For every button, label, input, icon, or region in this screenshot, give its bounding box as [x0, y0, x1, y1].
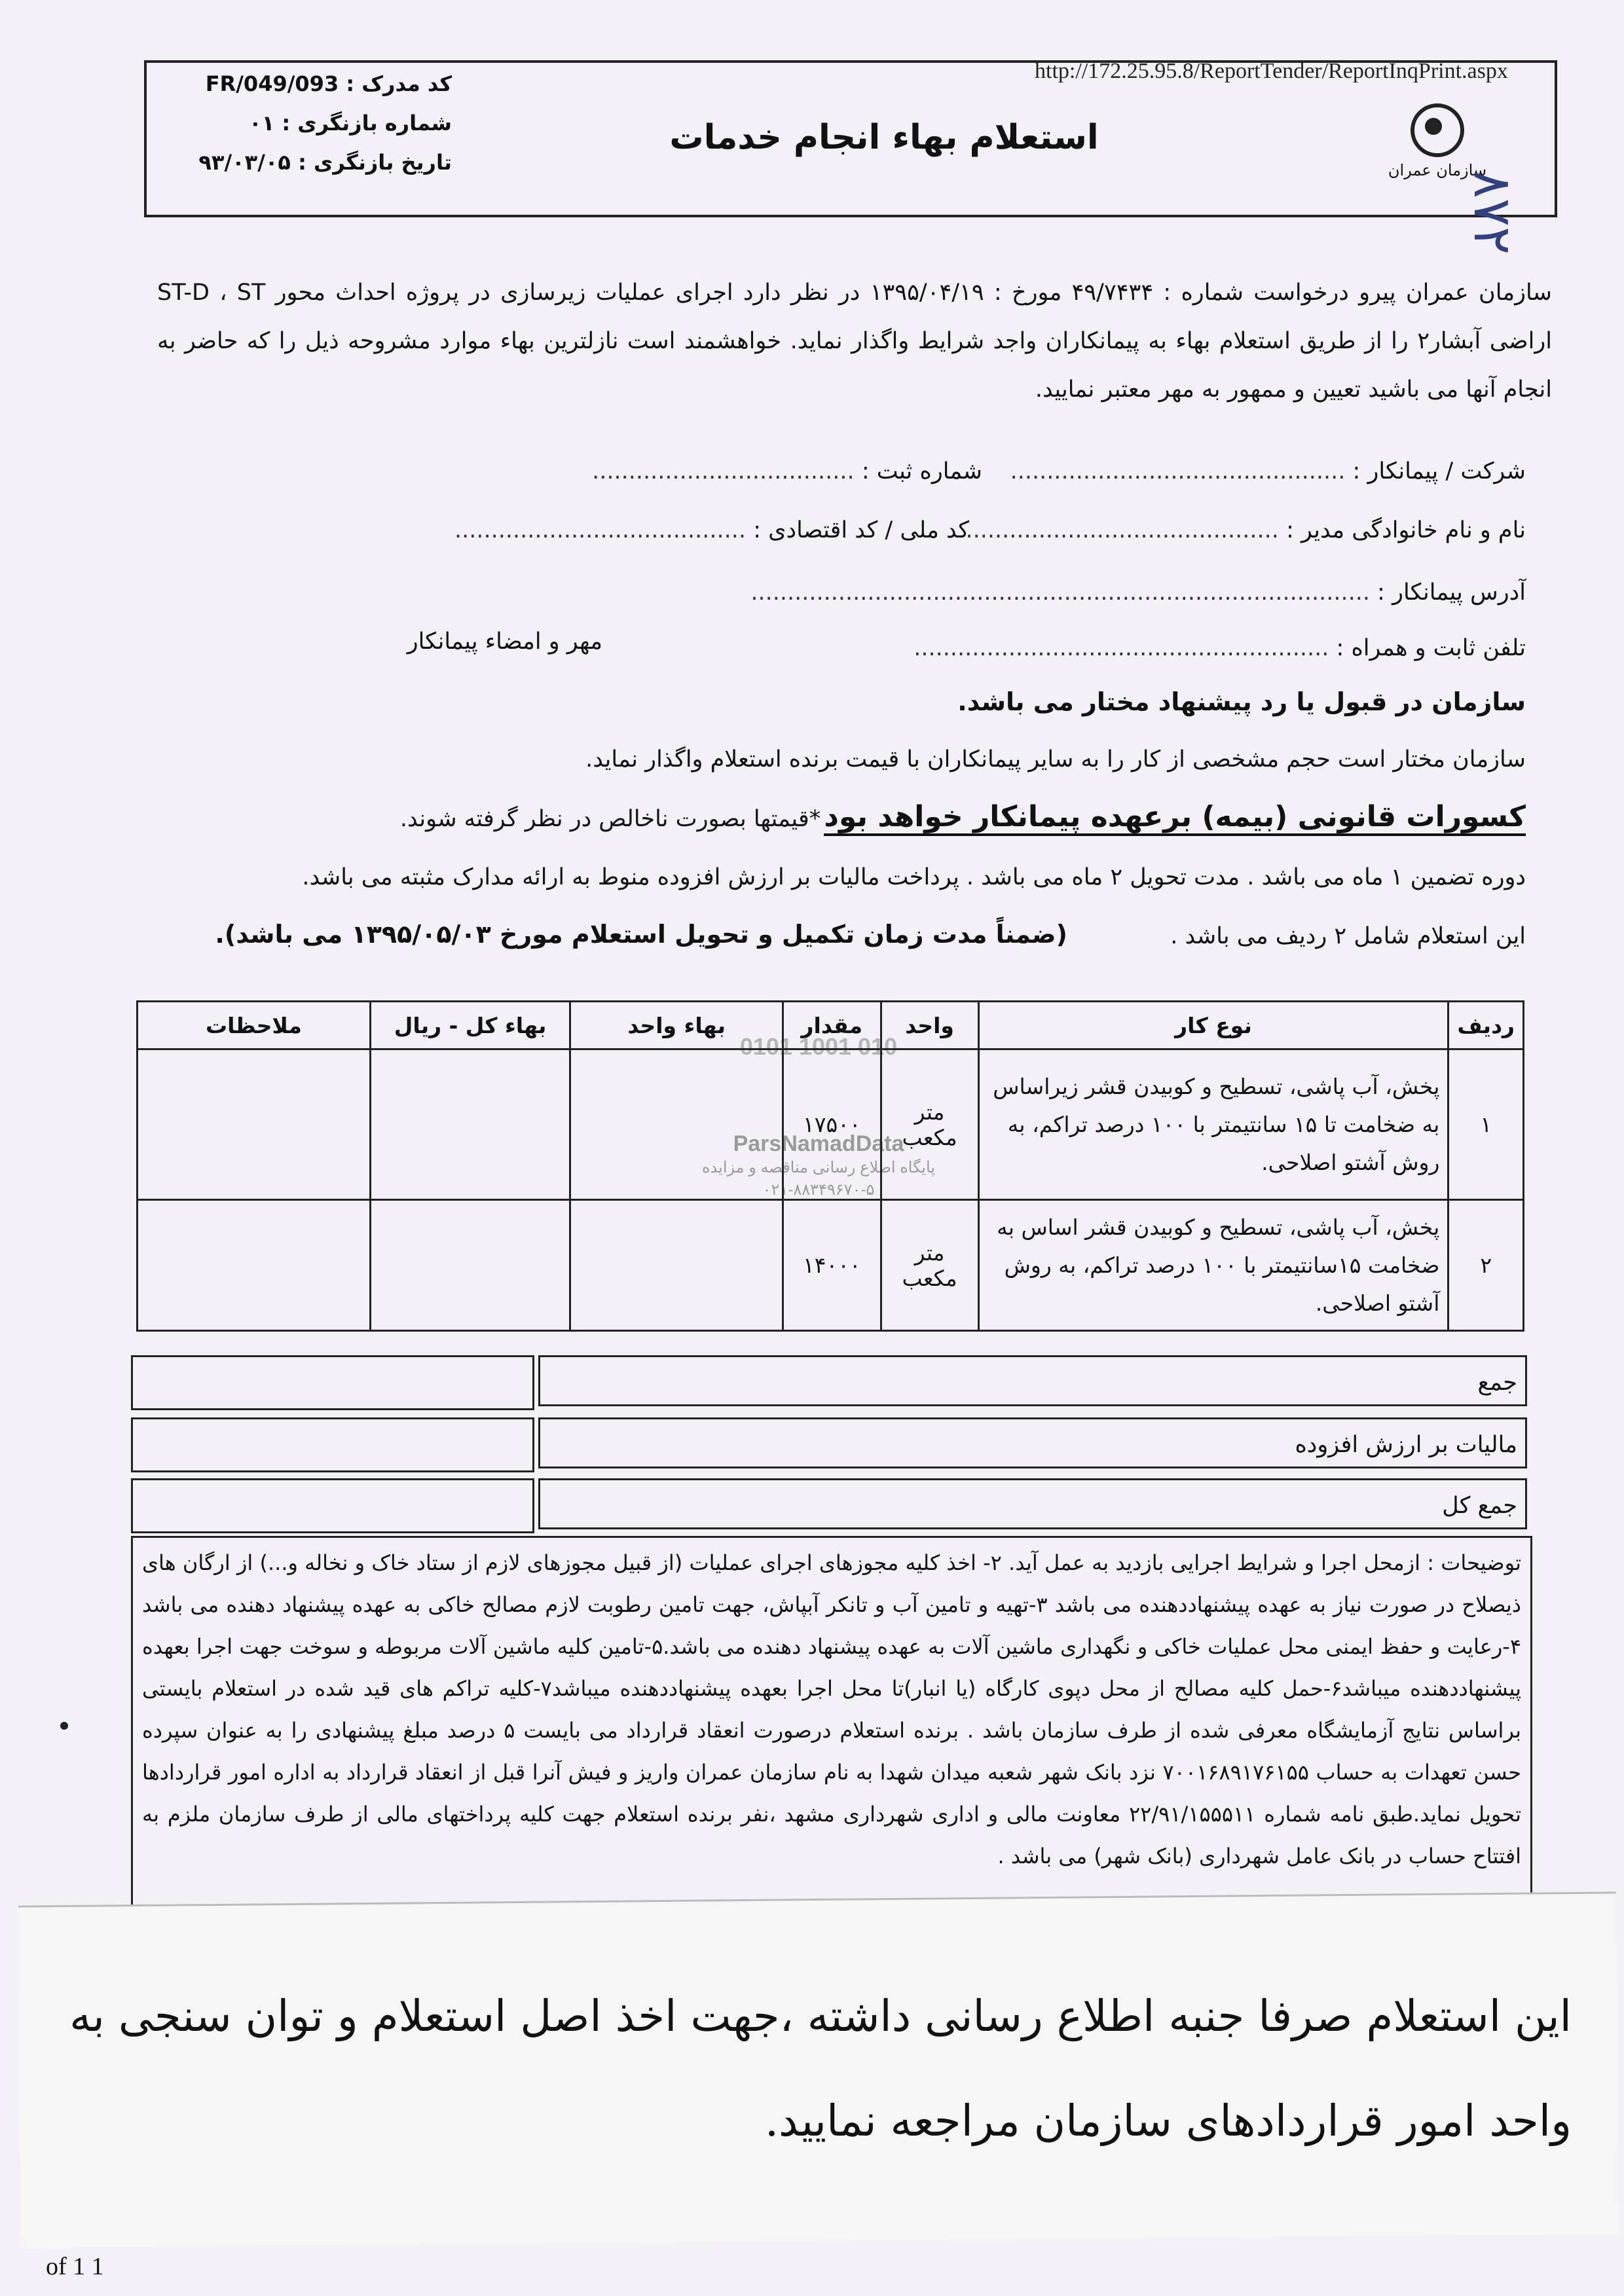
reg-no-field: شماره ثبت : ....................................: [592, 458, 982, 484]
revision-number: شماره بازنگری : ۰۱: [249, 111, 452, 136]
notes-box: توضیحات : ازمحل اجرا و شرایط اجرایی بازدید به عمل آید. ۲- اخذ کلیه مجوزهای اجرای عملیات (از قبیل مجوزهای لازم از ستاد خاک و نخاله و...) از ارگان های ذیصلاح در صورت نیاز به عهده پیشنهاددهنده می باشد ۳-تهیه و تامین آب و تانکر آبپاش، جهت تامین رطوبت لازم مصالح خاکی به عهده پیشنهاد دهنده می باشد ۴-رعایت و حفظ ایمنی محل عملیات خاکی و نگهداری ماشین آلات به عهده پیشنهاد دهنده می باشد.۵-تامین کلیه ماشین آلات مربوطه و سوخت جهت اجرا بعهده پیشنهاددهنده میباشد۶-حمل کلیه مصالح از محل دپوی کارگاه (یا انبار)تا محل اجرا بعهده پیشنهاددهنده میباشد۷-کلیه تراکم های قید شده در استعلام بایستی براساس نتایج آزمایشگاه معرفی شده از طرف سازمان باشد . برنده استعلام درصورت انعقاد قرارداد می بایست ۵ درصد مبلغ پیشنهادی را به عنوان سپرده حسن تعهدات به حساب ۷۰۰۱۶۸۹۱۷۶۱۵۵ نزد بانک شهر شعبه میدان شهدا به نام سازمان عمران واریز و فیش آنرا قبل از انعقاد قرارداد به اداره امور قراردادها تحویل نماید.طبق نامه شماره ۲۲/۹۱/۱۵۵۵۱۱ معاونت مالی و اداری شهرداری مشهد ،نفر برنده استعلام جهت کلیه پرداختهای مالی از طرف سازمان ملزم به افتتاح حساب در بانک عامل شهرداری (بانک شهر) می باشد .: [131, 1536, 1532, 1916]
handwritten-note: این استعلام صرفا جنبه اطلاع رسانی داشته ،جهت اخذ اصل استعلام و توان سنجی به واحد امور قراردادهای سازمان مراجعه نمایید.: [69, 1991, 1572, 2146]
table-row: [138, 1200, 1524, 1331]
handwritten-number: ۸۷۲: [1462, 170, 1523, 255]
stamp-name: ParsNamadData: [733, 1131, 904, 1156]
stamp-line-2: ۰۲۱-۸۸۳۴۹۶۷۰-۵: [762, 1181, 875, 1199]
unit-cell: متر مکعب: [881, 1049, 978, 1200]
revision-date: تاریخ بازنگری : ۹۳/۰۳/۰۵: [198, 150, 452, 175]
phone-field: تلفن ثابت و همراه : .........................................................: [913, 635, 1526, 661]
work-description: پخش، آب پاشی، تسطیح و کوبیدن قشر اساس به ضخامت ۱۵سانتیمتر با ۱۰۰ درصد تراکم، به روش آشتو اصلاحی.: [978, 1200, 1449, 1331]
unit-price-cell[interactable]: [570, 1200, 783, 1331]
vat-value-cell[interactable]: [131, 1417, 534, 1472]
row-number: ۱: [1449, 1049, 1524, 1200]
bullet-dot: [60, 1722, 68, 1730]
intro-paragraph: سازمان عمران پیرو درخواست شماره : ۴۹/۷۴۳۴ مورخ : ۱۳۹۵/۰۴/۱۹ در نظر دارد اجرای عملیات زیرسازی در پروژه احداث محور ST-D ، ST اراضی آبشار۲ را از طریق استعلام بهاء به پیمانکاران واجد شرایط واگذار نماید. خواهشمند است نازلترین بهاء موارد مشروحه ذیل را که حاضر به انجام آنها می باشید تعیین و ممهور به مهر معتبر نمایید.: [157, 280, 1552, 403]
sum-row: [131, 1355, 1532, 1409]
address-label: آدرس پیمانکار :: [1377, 579, 1526, 606]
vat-row: [131, 1417, 1532, 1471]
national-code-label: کد ملی / کد اقتصادی :: [753, 517, 969, 543]
company-label: شرکت / پیمانکار :: [1352, 458, 1526, 484]
rows-count-note: این استعلام شامل ۲ ردیف می باشد .: [1170, 923, 1526, 949]
reg-no-label: شماره ثبت :: [861, 458, 982, 484]
items-table: [136, 1000, 1524, 1332]
header-total-price: بهاء کل - ریال: [370, 1002, 570, 1049]
page-url: http://172.25.95.8/ReportTender/ReportInqPrint.aspx: [1035, 59, 1508, 83]
document-codes: [151, 64, 452, 182]
warranty-note: دوره تضمین ۱ ماه می باشد . مدت تحویل ۲ ماه می باشد . پرداخت مالیات بر ارزش افزوده منوط به ارائه مدارک مثبته می باشد.: [302, 864, 1526, 890]
grand-total-value-cell[interactable]: [131, 1478, 534, 1533]
deductions-line: [400, 800, 1526, 833]
document-title: استعلام بهاء انجام خدمات: [669, 118, 1099, 157]
header-notes: ملاحظات: [138, 1002, 371, 1049]
unit-cell: متر مکعب: [881, 1200, 978, 1331]
header-row-number: ردیف: [1449, 1002, 1524, 1049]
accept-reject-note: سازمان در قبول یا رد پیشنهاد مختار می باشد.: [957, 687, 1526, 716]
page-indicator: of 1 1: [46, 2253, 104, 2280]
address-field: آدرس پیمانکار : .....................................................................................: [750, 579, 1526, 606]
prices-note: *قیمتها بصورت ناخالص در نظر گرفته شوند.: [399, 806, 821, 832]
vat-label: مالیات بر ارزش افزوده: [538, 1417, 1527, 1468]
total-price-cell[interactable]: [370, 1049, 570, 1200]
signature-label: مهر و امضاء پیمانکار: [407, 629, 602, 655]
quantity-cell: ۱۷۵۰۰: [783, 1049, 881, 1200]
national-code-field: کد ملی / کد اقتصادی : ........................................: [454, 517, 969, 543]
notes-cell[interactable]: [138, 1049, 371, 1200]
table-header-row: [138, 1002, 1524, 1049]
unit-price-cell[interactable]: [570, 1049, 783, 1200]
sum-value-cell[interactable]: [131, 1355, 534, 1410]
phone-label: تلفن ثابت و همراه :: [1336, 635, 1526, 661]
header-quantity: مقدار: [783, 1002, 881, 1049]
row-number: ۲: [1449, 1200, 1524, 1331]
total-price-cell[interactable]: [370, 1200, 570, 1331]
quantity-cell: ۱۴۰۰۰: [783, 1200, 881, 1331]
stamp-code: 0101 1001 010: [739, 1033, 898, 1060]
logo-org-name: سازمان عمران: [1388, 161, 1487, 179]
header-unit: واحد: [881, 1002, 978, 1049]
sum-label: جمع: [538, 1355, 1527, 1406]
manager-label: نام و نام خانوادگی مدیر :: [1286, 517, 1526, 543]
work-description: پخش، آب پاشی، تسطیح و کوبیدن قشر زیراساس به ضخامت تا ۱۵ سانتیمتر با ۱۰۰ درصد تراکم، به روش آشتو اصلاحی.: [978, 1049, 1449, 1200]
table-row: [138, 1049, 1524, 1200]
deadline-note: (ضمناً مدت زمان تکمیل و تحویل استعلام مورخ ۱۳۹۵/۰۵/۰۳ می باشد).: [215, 920, 1067, 949]
manager-field: نام و نام خانوادگی مدیر : ...........................................: [965, 517, 1526, 543]
grand-total-row: [131, 1478, 1532, 1532]
company-field: شرکت / پیمانکار : ..............................................: [1010, 458, 1526, 484]
header-unit-price: بهاء واحد: [570, 1002, 783, 1049]
volume-note: سازمان مختار است حجم مشخصی از کار را به سایر پیمانکاران با قیمت برنده استعلام واگذار نماید.: [585, 746, 1526, 773]
notes-cell[interactable]: [138, 1200, 371, 1331]
deductions-note: کسورات قانونی (بیمه) برعهده پیمانکار خواهد بود: [824, 800, 1526, 836]
grand-total-label: جمع کل: [538, 1478, 1527, 1529]
logo-icon: [1411, 103, 1464, 157]
header-work-type: نوع کار: [978, 1002, 1449, 1049]
stamp-line-1: پایگاه اطلاع رسانی مناقصه و مزایده: [701, 1159, 936, 1176]
document-code: کد مدرک : FR/049/093: [205, 71, 452, 96]
